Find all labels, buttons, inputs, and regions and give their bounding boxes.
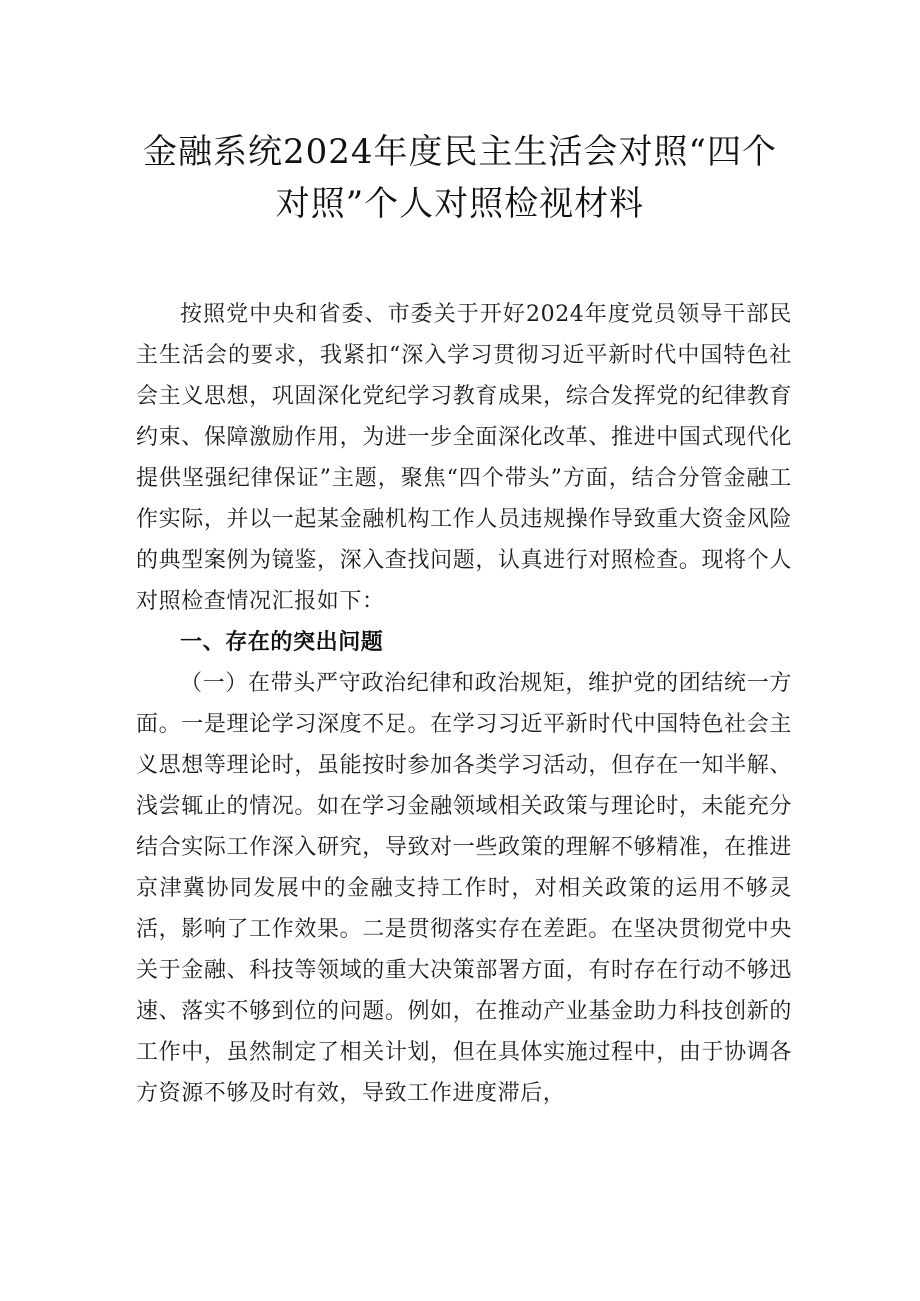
title-line-1: 金融系统2024年度民主生活会对照“四个 bbox=[143, 132, 777, 172]
document-title bbox=[100, 126, 820, 230]
intro-paragraph: 按照党中央和省委、市委关于开好2024年度党员领导干部民主生活会的要求，我紧扣“深入学习贯彻习近平新时代中国特色社会主义思想，巩固深化党纪学习教育成果，综合发挥党的纪律教育约束、保障激励作用，为进一步全面深化改革、推进中国式现代化提供坚强纪律保证”主题，聚焦“四个带头”方面，结合分管金融工作实际，并以一起某金融机构工作人员违规操作导致重大资金风险的典型案例为镜鉴，深入查找问题，认真进行对照检查。现将个人对照检查情况汇报如下： bbox=[136, 302, 792, 614]
document-body bbox=[136, 294, 792, 1114]
section-1-paragraph: （一）在带头严守政治纪律和政治规矩，维护党的团结统一方面。一是理论学习深度不足。在学习习近平新时代中国特色社会主义思想等理论时，虽能按时参加各类学习活动，但存在一知半解、浅尝辄止的情况。如在学习金融领域相关政策与理论时，未能充分结合实际工作深入研究，导致对一些政策的理解不够精准，在推进京津冀协同发展中的金融支持工作时，对相关政策的运用不够灵活，影响了工作效果。二是贯彻落实存在差距。在坚决贯彻党中央关于金融、科技等领域的重大决策部署方面，有时存在行动不够迅速、落实不够到位的问题。例如，在推动产业基金助力科技创新的工作中，虽然制定了相关计划，但在具体实施过程中，由于协调各方资源不够及时有效，导致工作进度滞后， bbox=[136, 671, 792, 1106]
title-line-2: 对照”个人对照检视材料 bbox=[275, 184, 645, 224]
section-heading-1: 一、存在的突出问题 bbox=[180, 630, 384, 655]
